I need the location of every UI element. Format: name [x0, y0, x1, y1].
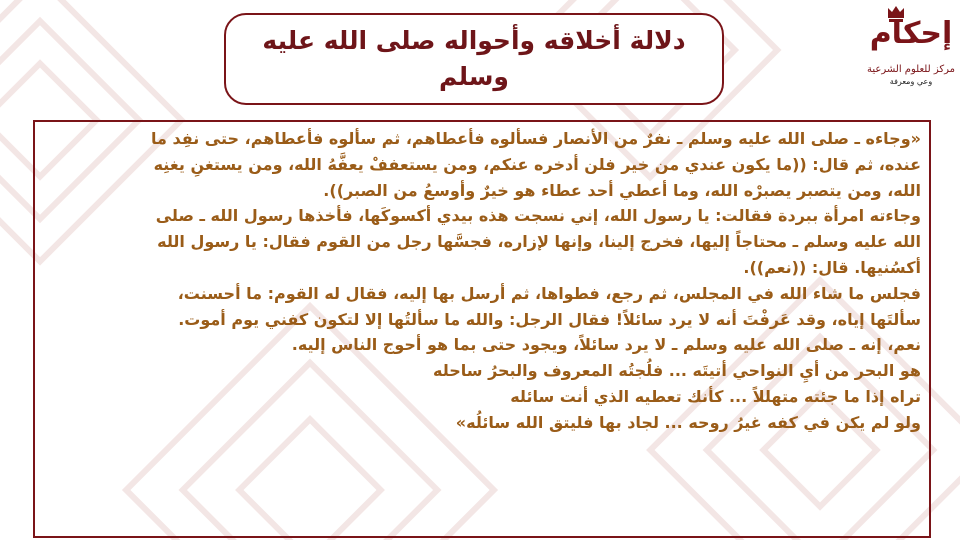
text-line: فجلس ما شاء الله في المجلس، ثم رجع، فطواها، ثم أرسل بها إليه، فقال له القوم: ما أحسنت، [177, 283, 921, 303]
brand-logo [866, 4, 956, 94]
slide-title-line-1: دلالة أخلاقه وأحواله صلى الله عليه [262, 26, 686, 55]
text-line: سألتَها إياه، وقد عَرفْتَ أنه لا يرد سائلاً! فقال الرجل: والله ما سألتُها إلا لتكون كفني يوم أموت. [178, 309, 921, 329]
text-line: تراه إذا ما جئته متهللاً ... كأنك تعطيه الذي أنت سائله [510, 386, 921, 406]
logo-tagline: وعي ومعرفة [889, 77, 933, 86]
text-line: أكسُنيها. قال: ((نعم)). [743, 257, 921, 277]
text-line: الله عليه وسلم ـ محتاجاً إليها، فخرج إلينا، وإنها لإزاره، فجسَّها رجل من القوم فقال: يا رسول الله [157, 232, 921, 252]
slide-title-line-2: وسلم [439, 62, 509, 91]
text-line: نعم، إنه ـ صلى الله عليه وسلم ـ لا يرد سائلاً، ويجود حتى بما هو أحوج الناس إليه. [291, 335, 921, 355]
text-line: «وجاءه ـ صلى الله عليه وسلم ـ نفرٌ من الأنصار فسألوه فأعطاهم، ثم سألوه فأعطاهم، حتى نفِد ما [150, 129, 921, 148]
text-line: وجاءته امرأة ببردة فقالت: يا رسول الله، إني نسجت هذه بيدي أكسوكَها، فأخذها رسول الله ـ صلى [155, 206, 921, 226]
logo-subtitle: مركز للعلوم الشرعية [867, 64, 955, 75]
content-text-box [33, 120, 931, 538]
slide-title-box [224, 13, 724, 105]
text-line: الله، ومن يتصبر يصبرْه الله، وما أعطي أحد عطاء هو خيرٌ وأوسعُ من الصبر)). [323, 180, 921, 200]
text-line: عنده، ثم قال: ((ما يكون عندي من خير فلن أدخره عنكم، ومن يستعففْ يعفَّهُ الله، ومن يستغنِ يغنِه [153, 154, 921, 174]
logo-wordmark: إحكام [869, 16, 953, 51]
text-line: ولو لم يكن في كفه غيرُ روحه ... لجاد بها فليتق الله سائلُه» [455, 412, 921, 432]
text-line: هو البحر من أيِ النواحي أتيتَه ... فلُجتُه المعروف والبحرُ ساحله [432, 361, 921, 381]
